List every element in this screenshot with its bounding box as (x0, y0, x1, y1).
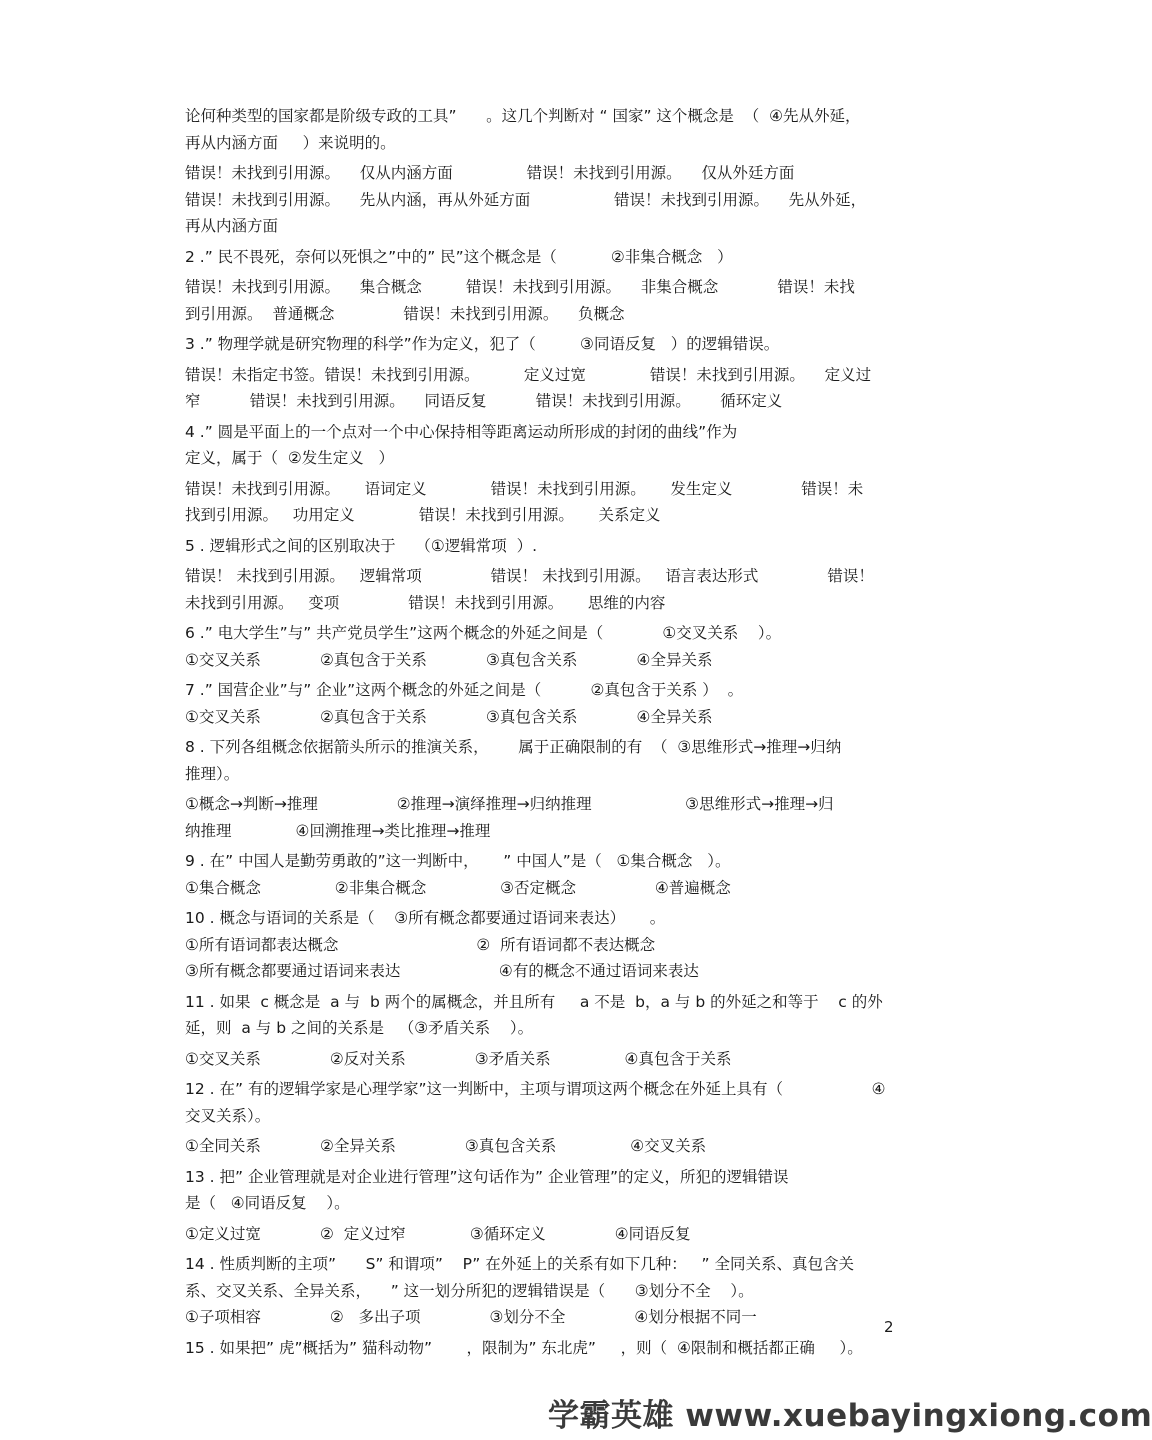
text-line: 错误！未找到引用源。 先从内涵，再从外延方面 错误！未找到引用源。 先从外延， (185, 190, 867, 209)
text-line: 14 . 性质判断的主项” S” 和谓项” P” 在外延上的关系有如下几种： ” 全同关系、真包含关 (185, 1255, 854, 1273)
text-line: ③所有概念都要通过语词来表达 ④有的概念不通过语词来表达 (185, 962, 699, 980)
text-line: ①交叉关系 ②真包含于关系 ③真包含关系 ④全异关系 (185, 650, 713, 669)
text-line: 11 . 如果 c 概念是 a 与 b 两个的属概念，并且所有 a 不是 b，a 与 b 的外延之和等于 c 的外 (185, 992, 883, 1011)
text-line: 推理）。 (185, 764, 240, 783)
text-line: 错误！未指定书签。错误！未找到引用源。 定义过宽 错误！未找到引用源。 定义过 (185, 365, 872, 384)
text-block (185, 989, 905, 1042)
text-block (185, 677, 905, 730)
text-block (185, 734, 905, 787)
text-line: 5 . 逻辑形式之间的区别取决于 （①逻辑常项 ）. (185, 536, 538, 555)
text-line: ①所有语词都表达概念 ② 所有语词都不表达概念 (185, 935, 656, 954)
text-line: 7 .” 国营企业”与” 企业”这两个概念的外延之间是（ ②真包含于关系 ） 。 (185, 681, 744, 699)
text-line: 延，则 a 与 b 之间的关系是 （③矛盾关系 ）。 (185, 1019, 534, 1037)
block-spacer (185, 1361, 905, 1365)
text-line: ①全同关系 ②全异关系 ③真包含关系 ④交叉关系 (185, 1137, 707, 1155)
text-block (185, 563, 905, 616)
text-block (185, 1046, 905, 1073)
text-line: ①概念→判断→推理 ②推理→演绎推理→归纳推理 ③思维形式→推理→归 (185, 795, 834, 813)
text-block (185, 244, 905, 271)
text-line: 错误！未找到引用源。 语词定义 错误！未找到引用源。 发生定义 错误！未 (185, 479, 864, 498)
text-line: 2 .” 民不畏死，奈何以死惧之”中的” 民”这个概念是（ ②非集合概念 ） (185, 247, 733, 266)
text-block (185, 791, 905, 844)
text-line: 3 .” 物理学就是研究物理的科学”作为定义，犯了（ ③同语反复 ）的逻辑错误。 (185, 335, 780, 353)
text-line: ①集合概念 ②非集合概念 ③否定概念 ④普遍概念 (185, 878, 731, 897)
text-line: 12 . 在” 有的逻辑学家是心理学家”这一判断中，主项与谓项这两个概念在外延上具有（ ④ (185, 1080, 886, 1098)
text-line: 未找到引用源。 变项 错误！未找到引用源。 思维的内容 (185, 593, 666, 612)
text-line: 论何种类型的国家都是阶级专政的工具” 。这几个判断对 “ 国家” 这个概念是 （ ④先从外延， (185, 107, 861, 125)
text-block (185, 331, 905, 358)
text-line: 再从内涵方面 ）来说明的。 (185, 133, 396, 152)
text-block (185, 533, 905, 560)
text-block (185, 1221, 905, 1248)
text-block (185, 905, 905, 985)
text-line: 到引用源。 普通概念 错误！未找到引用源。 负概念 (185, 304, 625, 323)
text-block (185, 1251, 905, 1331)
text-line: ①交叉关系 ②反对关系 ③矛盾关系 ④真包含于关系 (185, 1049, 732, 1068)
text-line: 交叉关系）。 (185, 1106, 271, 1125)
text-line: 13 . 把” 企业管理就是对企业进行管理”这句话作为” 企业管理”的定义，所犯的逻辑错误 (185, 1167, 789, 1186)
text-line: 错误！ 未找到引用源。 逻辑常项 错误！ 未找到引用源。 语言表达形式 错误！ (185, 567, 874, 585)
page-number: 2 (884, 1318, 894, 1336)
text-block (185, 274, 905, 327)
text-line: ①交叉关系 ②真包含于关系 ③真包含关系 ④全异关系 (185, 707, 713, 726)
watermark: 学霸英雄 www.xuebayingxiong.com (548, 1398, 1152, 1434)
text-line: 15 . 如果把” 虎”概括为” 猫科动物” ，限制为” 东北虎” ，则（ ④限制和概括都正确 ）。 (185, 1338, 863, 1357)
text-block (185, 1335, 905, 1362)
text-block (185, 1133, 905, 1160)
text-block (185, 419, 905, 472)
text-line: 6 .” 电大学生”与” 共产党员学生”这两个概念的外延之间是（ ①交叉关系 ）。 (185, 624, 782, 642)
text-block (185, 103, 905, 156)
text-line: 错误！未找到引用源。 仅从内涵方面 错误！未找到引用源。 仅从外廷方面 (185, 164, 795, 182)
text-block (185, 848, 905, 901)
text-line: ①定义过宽 ② 定义过窄 ③循环定义 ④同语反复 (185, 1224, 691, 1243)
text-line: 系、交叉关系、全异关系， ” 这一划分所犯的逻辑错误是（ ③划分不全 ）。 (185, 1281, 754, 1300)
text-block (185, 160, 905, 240)
text-line: 10 . 概念与语词的关系是（ ③所有概念都要通过语词来表达） 。 (185, 909, 666, 927)
text-line: 4 .” 圆是平面上的一个点对一个中心保持相等距离运动所形成的封闭的曲线”作为 (185, 422, 738, 441)
text-line: 定义，属于（ ②发生定义 ） (185, 449, 395, 467)
text-block (185, 1076, 905, 1129)
text-line: 纳推理 ④回溯推理→类比推理→推理 (185, 821, 491, 840)
document-body (185, 103, 905, 1365)
text-line: 找到引用源。 功用定义 错误！未找到引用源。 关系定义 (185, 506, 661, 524)
text-line: 9 . 在” 中国人是勤劳勇敢的”这一判断中， ” 中国人”是（ ①集合概念 ）。 (185, 852, 731, 870)
text-line: 窄 错误！未找到引用源。 同语反复 错误！未找到引用源。 循环定义 (185, 392, 783, 410)
text-line: 错误！未找到引用源。 集合概念 错误！未找到引用源。 非集合概念 错误！未找 (185, 278, 855, 296)
text-line: ①子项相容 ② 多出子项 ③划分不全 ④划分根据不同一 (185, 1308, 757, 1326)
text-block (185, 476, 905, 529)
text-line: 8 . 下列各组概念依据箭头所示的推演关系， 属于正确限制的有 （ ③思维形式→推理→归纳 (185, 738, 842, 756)
text-block (185, 1164, 905, 1217)
text-block (185, 620, 905, 673)
text-block (185, 362, 905, 415)
text-line: 是（ ④同语反复 ）。 (185, 1194, 350, 1212)
text-line: 再从内涵方面 (185, 217, 279, 235)
